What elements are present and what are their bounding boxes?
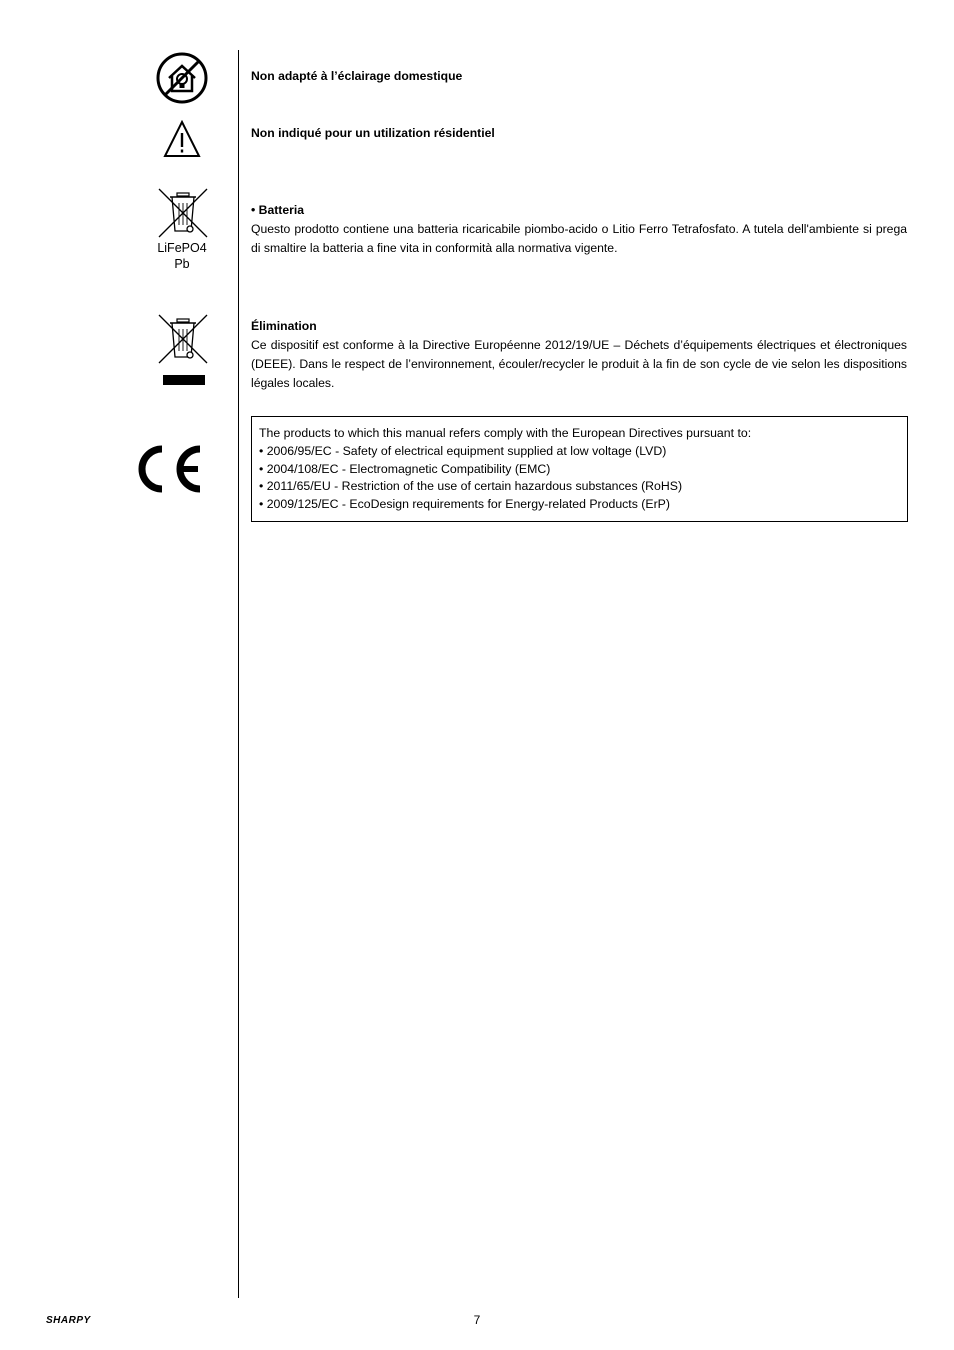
- page-number: 7: [473, 1313, 481, 1327]
- ce-directive-item: • 2004/108/EC - Electromagnetic Compatibility (EMC): [259, 461, 551, 476]
- ce-intro: The products to which this manual refers comply with the European Directives pursuant to:: [259, 426, 752, 440]
- notice-not-domestic: Non adapté à l’éclairage domestique: [251, 69, 463, 83]
- disposal-section: [251, 317, 907, 393]
- ce-directive-item: • 2011/65/EU - Restriction of the use of certain hazardous substances (RoHS): [259, 479, 683, 494]
- battery-section: [251, 201, 907, 258]
- ce-compliance-box: [251, 416, 908, 522]
- footer-brand: SHARPY: [46, 1315, 91, 1326]
- battery-icon-label-chem: LiFePO4: [157, 241, 207, 255]
- ce-directive-item: • 2006/95/EC - Safety of electrical equipment supplied at low voltage (LVD): [259, 443, 667, 458]
- warning-icon: [163, 120, 201, 158]
- no-domestic-use-icon: [156, 52, 208, 104]
- crossed-bin-battery-icon: [157, 187, 209, 241]
- ce-mark-icon: [136, 443, 204, 495]
- battery-heading: • Batteria: [251, 203, 305, 217]
- disposal-body: Ce dispositif est conforme à la Directive Européenne 2012/19/UE – Déchets d’équipements électriques et électroniques (DEEE). Dans le respect de l’environnement, écouler/recycler le produit à la fin de son cycle de vie selon les dispositions légales locales.: [251, 338, 907, 390]
- battery-body: Questo prodotto contiene una batteria ricaricabile piombo-acido o Litio Ferro Tetrafosfato. A tutela dell'ambiente si prega di smaltire la batteria a fine vita in conformità alla normativa vigente.: [251, 222, 907, 255]
- battery-icon-label-pb: Pb: [174, 257, 190, 271]
- vertical-divider: [238, 50, 239, 1298]
- ce-directive-item: • 2009/125/EC - EcoDesign requirements for Energy-related Products (ErP): [259, 497, 670, 512]
- notice-not-residential: Non indiqué pour un utilization résidentiel: [251, 126, 495, 140]
- disposal-heading: Élimination: [251, 319, 317, 333]
- crossed-bin-weee-icon: [157, 313, 209, 387]
